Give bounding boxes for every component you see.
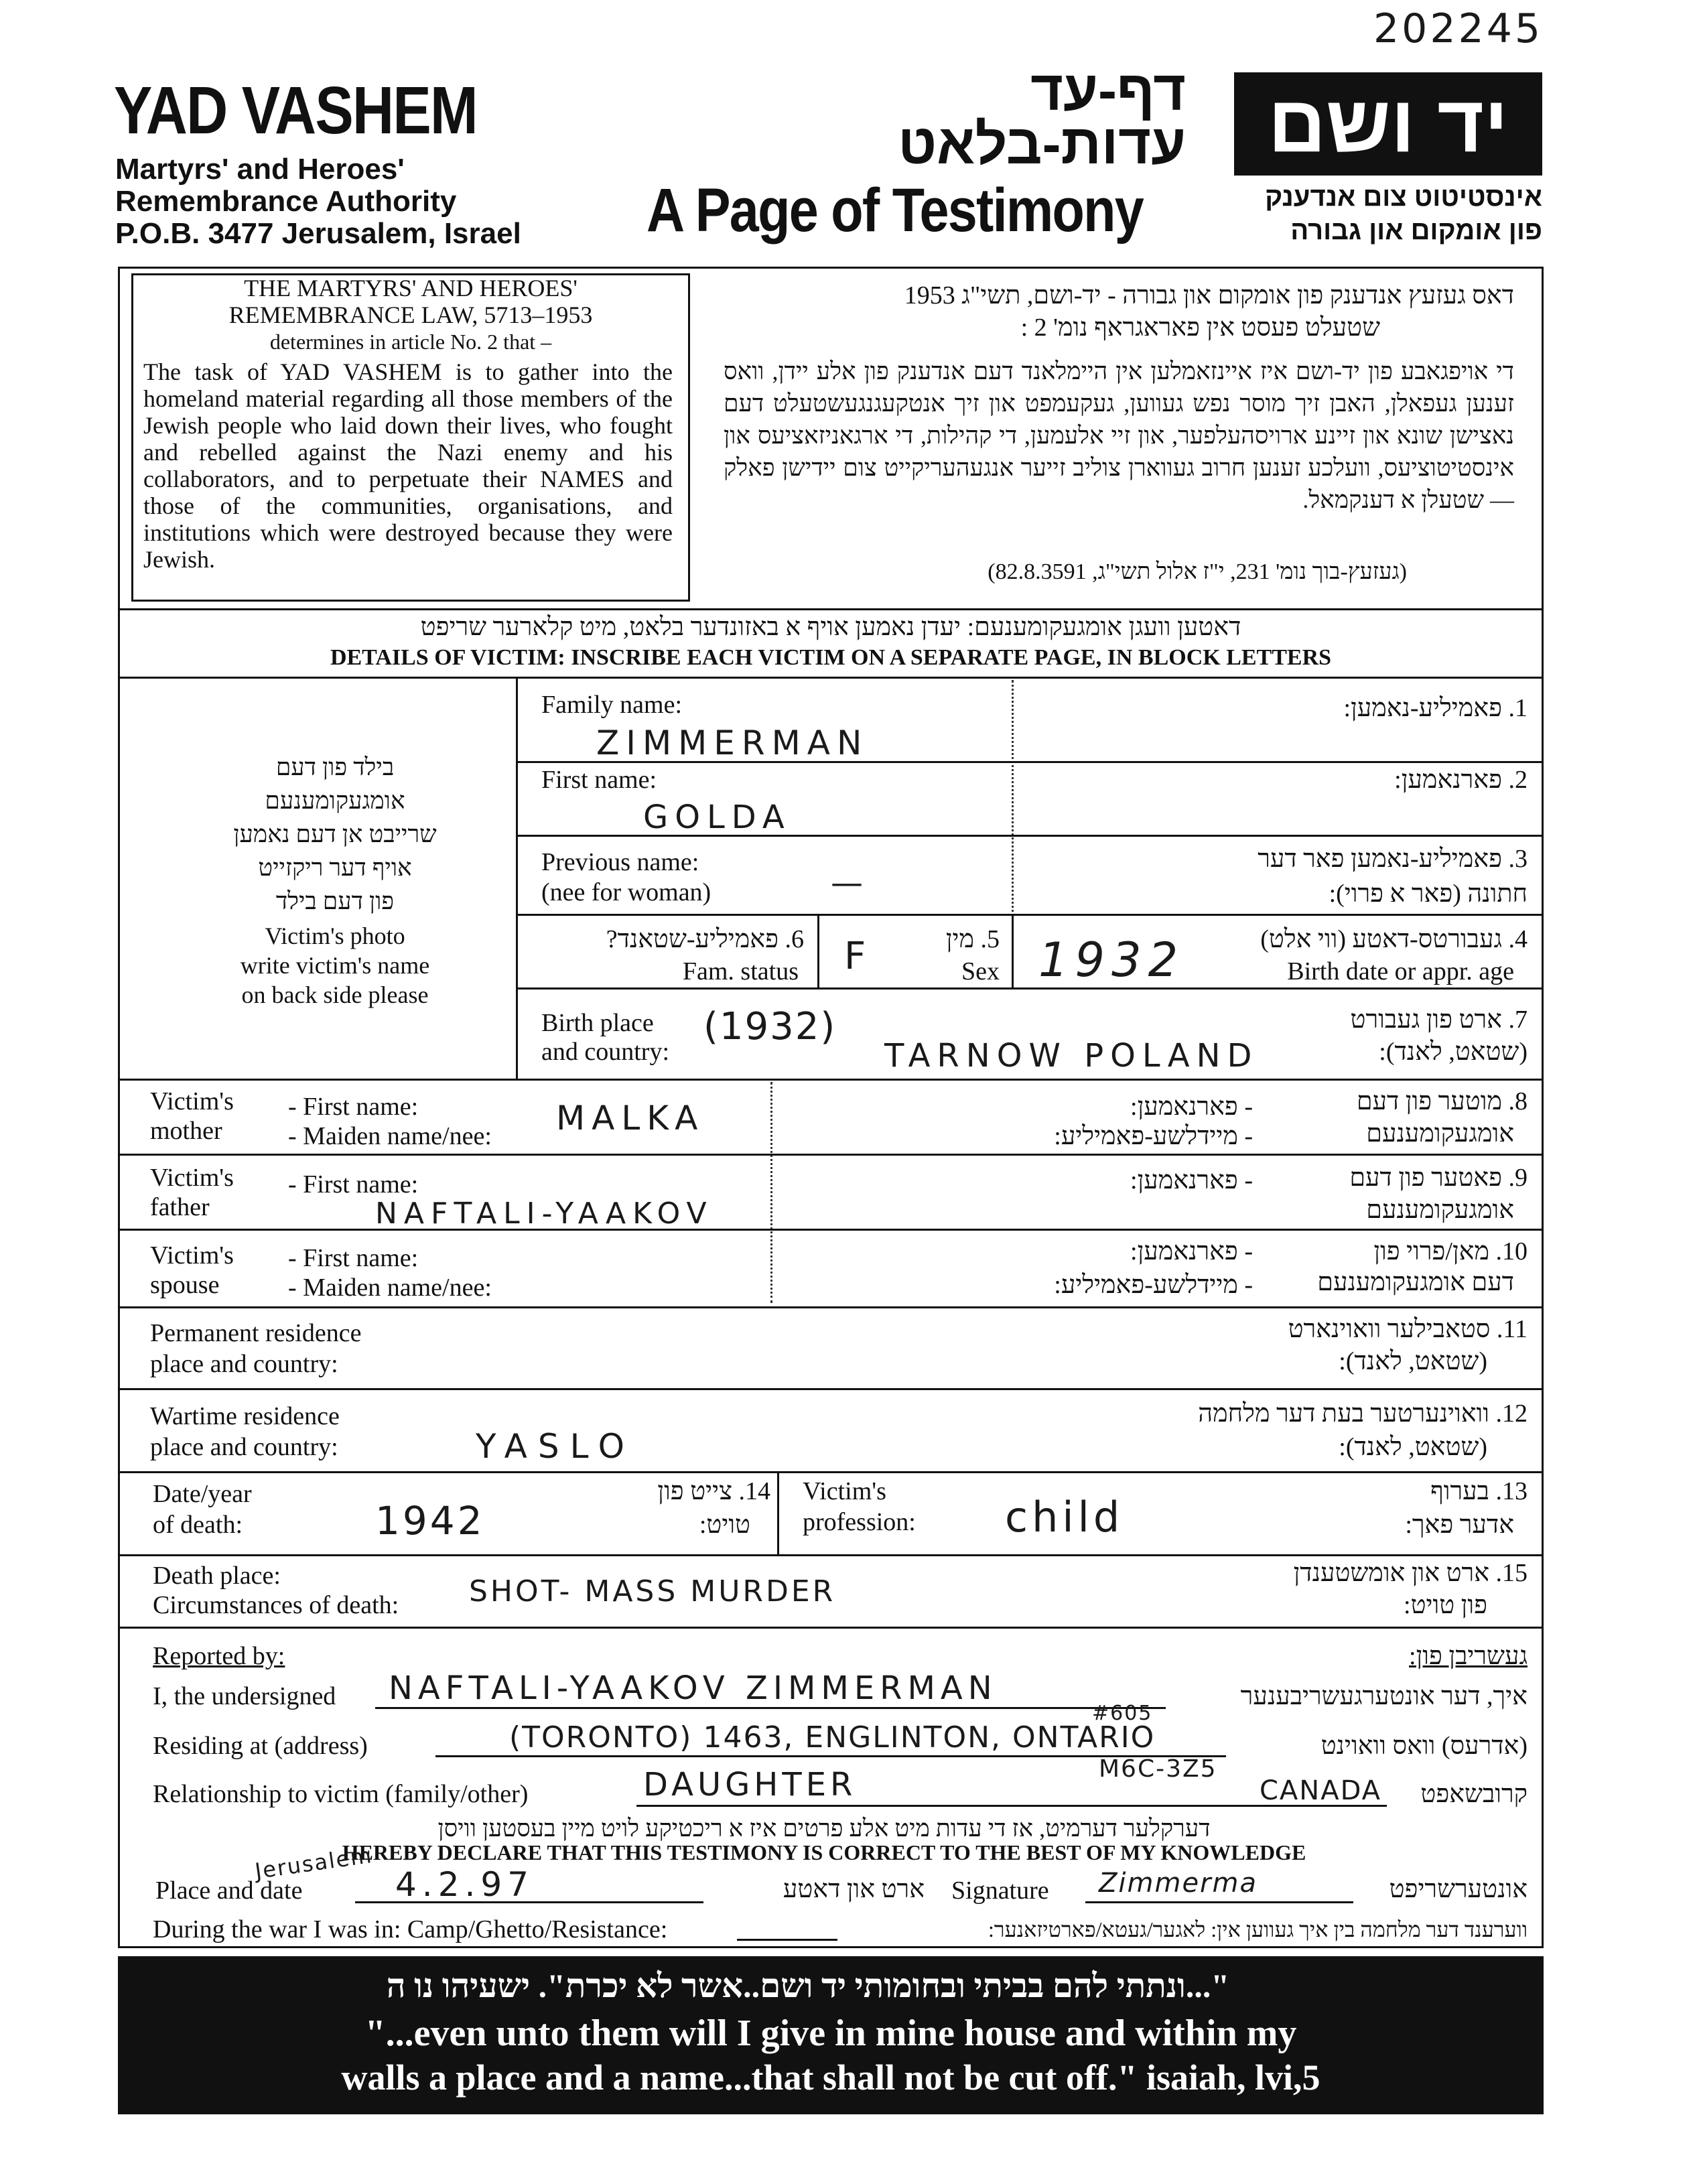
profession-value[interactable]: child — [1005, 1493, 1124, 1542]
declaration-english: HEREBY DECLARE THAT THIS TESTIMONY IS CORRECT TO THE BEST OF MY KNOWLEDGE — [342, 1840, 1306, 1864]
address-unit-value[interactable]: #605 — [1092, 1702, 1153, 1725]
mother-maiden-name-label-yiddish: - מיידלשע-פאמיליע: — [1054, 1122, 1253, 1150]
previous-name-label-yiddish: 3. פאמיליע-נאמען פאר דער — [1258, 845, 1528, 873]
fam-status-label-yiddish: 6. פאמיליע-שטאנד? — [606, 925, 804, 953]
mother-maiden-name-label: - Maiden name/nee: — [288, 1122, 492, 1150]
date-of-death-label-yiddish: 14. צייט פון — [657, 1477, 770, 1505]
death-place-value[interactable]: SHOT- MASS MURDER — [469, 1574, 836, 1609]
mother-first-name-label: - First name: — [288, 1093, 419, 1121]
previous-name-sublabel-yiddish: חתונה (פאר א פרוי): — [1329, 880, 1528, 908]
institute-line-1: אינסטיטוט צום אנדענק — [1265, 182, 1542, 212]
reported-by-label-yiddish: געשריבן פון: — [1409, 1642, 1528, 1670]
photo-en-line: write victim's name — [240, 952, 430, 979]
spouse-maiden-name-label-yiddish: - מיידלשע-פאמיליע: — [1054, 1271, 1253, 1299]
divider — [777, 1471, 779, 1554]
father-number-sublabel: אומגעקומענעם — [1366, 1196, 1514, 1224]
address-postal-code[interactable]: M6C-3Z5 — [1099, 1755, 1217, 1783]
date-of-death-sublabel: of death: — [153, 1511, 243, 1539]
undersigned-label-yiddish: איך, דער אונטערגעשריבענער — [1240, 1682, 1528, 1710]
war-location-label: During the war I was in: Camp/Ghetto/Resistance: — [153, 1915, 668, 1943]
undersigned-value[interactable]: NAFTALI-YAAKOV ZIMMERMAN — [389, 1669, 998, 1707]
photo-yi-line: בילד פון דעם — [275, 754, 395, 780]
spouse-number-label: 10. מאן/פרוי פון — [1373, 1237, 1528, 1266]
wartime-residence-sublabel: place and country: — [150, 1433, 338, 1461]
birth-place-year-note[interactable]: (1932) — [703, 1005, 837, 1048]
relationship-label-yiddish: קרובשאפט — [1420, 1780, 1528, 1808]
birth-place-label-yiddish: 7. ארט פון געבורט — [1350, 1006, 1528, 1034]
mother-first-name-label-yiddish: - פארנאמען: — [1130, 1093, 1253, 1121]
mother-number-label: 8. מוטער פון דעם — [1356, 1087, 1528, 1115]
law-yiddish-body: די אויפגאבע פון יד-ושם איז איינזאמלען אין היימלאנד דעם אנדענק פון אלע יידן, וואס זענען געפאלן, האבן זיך מוסר נפש געווען, געקעמפט און זיך אנטקעגנגעשטעלט דעם נאצישן שונא און זיינע ארויסהעלפער, און זיי אלעמען, די קהילות, די ארגאניזאציעס און אינסטיטוציעס, וועלכע זענען חרוב געווארן צוליב זייער אנגעהעריקייט צום יידישן פאלק — שטעלן א דענקמאל. — [724, 358, 1514, 513]
law-yiddish-title-1: דאס געזעץ אנדענק פון אומקום און גבורה - יד-ושם, תשי"ג 1953 — [904, 281, 1514, 310]
page-title: A Page of Testimony — [647, 176, 1144, 245]
date-of-death-value[interactable]: 1942 — [375, 1498, 485, 1544]
law-yiddish-title-2: שטעלט פעסט אין פאראגראף נומ' 2 : — [1020, 314, 1380, 342]
photo-yi-line: אויף דער ריקזייט — [258, 854, 412, 881]
wartime-residence-label: Wartime residence — [150, 1402, 340, 1430]
undersigned-label: I, the undersigned — [153, 1682, 336, 1710]
birth-place-sublabel: and country: — [541, 1038, 670, 1066]
profession-sublabel: profession: — [803, 1508, 916, 1536]
wartime-residence-value[interactable]: YASLO — [476, 1427, 636, 1466]
signature-value[interactable]: Zimmerma — [1099, 1868, 1258, 1899]
date-value[interactable]: 4.2.97 — [395, 1865, 535, 1904]
hebrew-title-1: דף-עד — [1030, 59, 1186, 122]
mother-number-sublabel: אומגעקומענעם — [1366, 1119, 1514, 1148]
first-name-value[interactable]: GOLDA — [643, 799, 791, 836]
relationship-value[interactable]: DAUGHTER — [643, 1766, 857, 1803]
war-location-line — [737, 1939, 837, 1941]
first-name-label-yiddish: 2. פארנאמען: — [1394, 766, 1528, 794]
divider — [817, 914, 819, 987]
photo-yi-line: פון דעם בילד — [275, 888, 395, 914]
photo-yi-line: אומגעקומענעם — [265, 787, 405, 814]
signature-label-yiddish: אונטערשריפט — [1389, 1875, 1528, 1903]
divider — [118, 1471, 1544, 1473]
first-name-label: First name: — [541, 766, 657, 794]
place-date-label: Place and date — [155, 1876, 303, 1905]
permanent-residence-label-yiddish: 11. סטאבילער וואוינארט — [1288, 1315, 1528, 1343]
place-value[interactable]: Jerusalem — [253, 1842, 375, 1885]
signature-label: Signature — [951, 1876, 1049, 1905]
photo-en-line: on back side please — [241, 981, 429, 1008]
divider — [516, 761, 1544, 763]
divider — [118, 1079, 1544, 1081]
divider — [118, 1154, 1544, 1156]
org-address: P.O.B. 3477 Jerusalem, Israel — [115, 217, 521, 250]
law-title-1: THE MARTYRS' AND HEROES' — [244, 275, 578, 301]
sex-label-yiddish: 5. מין — [945, 925, 1000, 953]
law-english-body: The task of YAD VASHEM is to gather into the homeland material regarding all those members of the Jewish people who laid down their lives, who fought and rebelled against the Nazi enemy and his collaborators, and to perpetuate their NAMES and those of the communities, organisations, and institutions which were destroyed because they were Jewish. — [143, 358, 673, 573]
permanent-residence-label: Permanent residence — [150, 1319, 362, 1347]
birth-place-label: Birth place — [541, 1009, 654, 1037]
institute-line-2: פון אומקום און גבורה — [1290, 216, 1542, 245]
father-number-label: 9. פאטער פון דעם — [1349, 1164, 1528, 1192]
photo-en-line: Victim's photo — [265, 923, 405, 949]
reported-by-label: Reported by: — [153, 1642, 285, 1670]
divider — [118, 1554, 1544, 1556]
divider — [1012, 680, 1014, 921]
logo-text: יד ושם — [1268, 79, 1509, 169]
org-line-2: Remembrance Authority — [115, 185, 457, 218]
yad-vashem-logo — [1234, 72, 1542, 176]
footer-english-line-2: walls a place and a name...that shall not be cut off." isaiah, lvi,5 — [341, 2057, 1320, 2098]
address-label-yiddish: (אדרעס) וואס וואוינט — [1320, 1732, 1528, 1760]
birth-date-label: Birth date or appr. age — [1287, 957, 1514, 985]
family-name-label: Family name: — [541, 691, 683, 719]
sex-value[interactable]: F — [844, 935, 873, 978]
mother-name-value[interactable]: MALKA — [556, 1099, 705, 1138]
divider — [1012, 914, 1014, 987]
father-first-name-label: - First name: — [288, 1170, 419, 1199]
profession-label-yiddish: 13. בערוף — [1430, 1477, 1528, 1505]
mother-sublabel: mother — [150, 1117, 222, 1145]
father-label: Victim's — [150, 1164, 234, 1192]
divider — [770, 1082, 772, 1303]
photo-yi-line: שרייבט אן דעם נאמען — [233, 821, 437, 847]
previous-name-value[interactable]: — — [831, 864, 870, 902]
archive-number: 202245 — [1373, 5, 1544, 52]
sex-label: Sex — [961, 957, 1000, 985]
death-place-label: Death place: — [153, 1562, 281, 1590]
permanent-residence-sublabel: place and country: — [150, 1350, 338, 1378]
permanent-residence-sublabel-yiddish: (שטאט, לאנד): — [1339, 1347, 1487, 1375]
place-date-label-yiddish: ארט און דאטע — [783, 1875, 925, 1903]
wartime-residence-sublabel-yiddish: (שטאט, לאנד): — [1339, 1433, 1487, 1461]
spouse-sublabel: spouse — [150, 1271, 220, 1299]
divider — [118, 677, 1544, 679]
footer-english-line-1: "...even unto them will I give in mine house and within my — [364, 2012, 1297, 2054]
divider — [118, 1306, 1544, 1308]
address-country-value[interactable]: CANADA — [1260, 1775, 1382, 1806]
details-heading-yiddish: דאטען וועגן אומגעקומענעם: יעדן נאמען אויף א באזונדער בלאט, מיט קלארער שריפט — [420, 613, 1241, 641]
divider — [516, 987, 1544, 989]
law-title-3: determines in article No. 2 that – — [269, 330, 552, 354]
family-name-label-yiddish: 1. פאמיליע-נאמען: — [1343, 694, 1528, 722]
photo-instructions-english — [147, 921, 523, 1010]
divider — [516, 914, 1544, 916]
undersigned-line — [375, 1707, 1166, 1709]
address-value[interactable]: (TORONTO) 1463, ENGLINTON, ONTARIO — [509, 1720, 1156, 1755]
spouse-first-name-label-yiddish: - פארנאמען: — [1130, 1237, 1253, 1266]
law-title-2: REMEMBRANCE LAW, 5713–1953 — [228, 301, 593, 328]
hebrew-title-2: עדות-בלאט — [898, 113, 1186, 176]
divider — [118, 1388, 1544, 1390]
divider — [118, 608, 1544, 610]
father-name-value[interactable]: NAFTALI-YAAKOV — [375, 1197, 714, 1231]
death-circumstances-label: Circumstances of death: — [153, 1591, 399, 1619]
divider — [516, 677, 518, 1079]
spouse-label: Victim's — [150, 1241, 234, 1270]
birth-date-label-yiddish: 4. געבורטס-דאטע (ווי אלט) — [1260, 925, 1528, 953]
family-name-value[interactable]: ZIMMERMAN — [596, 724, 869, 762]
law-yiddish-ref: (געזעץ-בוך נומ' 231, י"ז אלול תשי"ג, 82.8.3591) — [988, 559, 1407, 584]
date-of-death-sublabel-yiddish: טויט: — [699, 1511, 750, 1539]
spouse-number-sublabel: דעם אומגעקומענעם — [1317, 1268, 1514, 1296]
divider — [118, 1627, 1544, 1629]
details-heading-english: DETAILS OF VICTIM: INSCRIBE EACH VICTIM ON A SEPARATE PAGE, IN BLOCK LETTERS — [330, 645, 1332, 670]
spouse-maiden-name-label: - Maiden name/nee: — [288, 1274, 492, 1302]
date-of-death-label: Date/year — [153, 1480, 252, 1508]
wartime-residence-label-yiddish: 12. וואוינערטער בעת דער מלחמה — [1198, 1400, 1528, 1428]
footer-banner — [118, 1956, 1544, 2114]
previous-name-label: Previous name: — [541, 848, 699, 876]
relationship-label: Relationship to victim (family/other) — [153, 1780, 529, 1808]
birth-place-sublabel-yiddish: (שטאט, לאנד): — [1379, 1038, 1528, 1066]
org-name: YAD VASHEM — [114, 73, 477, 148]
mother-label: Victim's — [150, 1087, 234, 1115]
signature-line — [1085, 1901, 1353, 1903]
divider — [516, 835, 1544, 837]
declaration-yiddish: דערקלער דערמיט, אז די עדות מיט אלע פרטים איז א ריכטיקע לויט מיין בעסטען וויסן — [437, 1815, 1211, 1842]
address-label: Residing at (address) — [153, 1732, 368, 1760]
photo-instructions-yiddish — [147, 750, 523, 918]
fam-status-label: Fam. status — [682, 957, 799, 985]
death-place-sublabel-yiddish: פון טויט: — [1404, 1591, 1487, 1619]
footer-hebrew-quote: "...ונתתי להם בביתי ובחומותי יד ושם..אשר לא יכרת". ישעיהו נו ה — [386, 1967, 1230, 2004]
father-first-name-label-yiddish: - פארנאמען: — [1130, 1166, 1253, 1195]
death-place-label-yiddish: 15. ארט און אומשטענדן — [1293, 1559, 1528, 1587]
previous-name-sublabel: (nee for woman) — [541, 878, 711, 906]
divider — [118, 1229, 1544, 1231]
profession-sublabel-yiddish: אדער פאך: — [1405, 1511, 1514, 1539]
org-line-1: Martyrs' and Heroes' — [115, 153, 405, 186]
spouse-first-name-label: - First name: — [288, 1244, 419, 1272]
birth-place-value[interactable]: TARNOW POLAND — [884, 1037, 1259, 1075]
profession-label: Victim's — [803, 1477, 886, 1505]
father-sublabel: father — [150, 1193, 210, 1221]
birth-date-value[interactable]: 1932 — [1038, 933, 1185, 987]
war-location-label-yiddish: ווערענד דער מלחמה בין איך געווען אין: לאגער/געטא/פארטיזאנער: — [988, 1917, 1528, 1941]
